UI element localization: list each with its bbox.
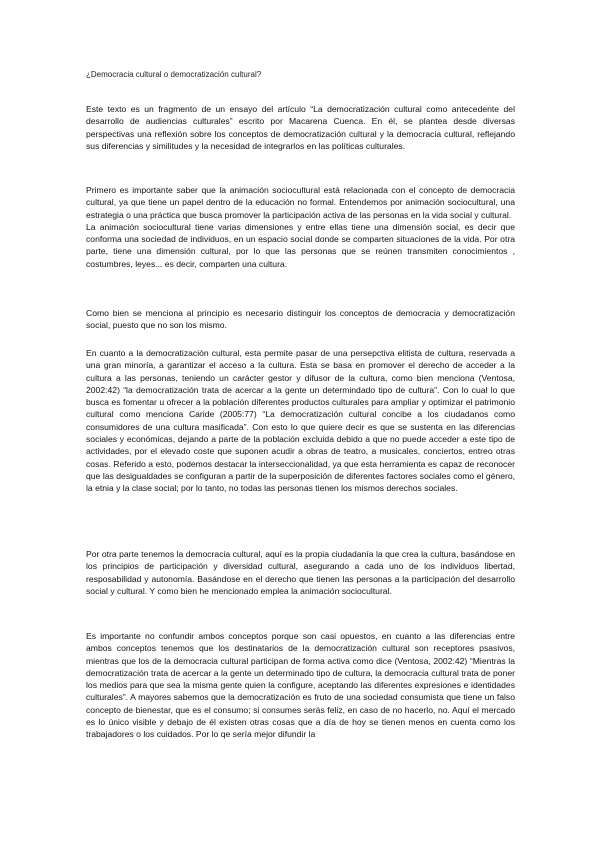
paragraph-3	[86, 307, 515, 332]
paragraph-text: En cuanto a la democratización cultural, esta permite pasar de una persepctiva elitista de cultura, reservada a una gran minoría, a garantizar el acceso a la cultura. Esta se basa en promover el derecho de acceder a la cultura a las personas, teniendo un carácter gestor y difusor de la cultura, como bien menciona (Ventosa, 2002:42) “la democratización trata de acercar a la gente un determindado tipo de cultura”. Con lo cual lo que busca es fomentar u ofrecer a la población diferentes productos culturales para ampliar y optimizar el patrimonio cultural como menciona Caride (2005:77) “La democratización cultural concibe a los ciudadanos como consumidores de una cultura masificada”. Con esto lo que quiere decir es que se sustenta en las diferencias sociales y económicas, dejando a parte de la población excluida debido a que no puede acceder a este tipo de actividades, por el elevado coste que suponen acudir a obras de teatro, a musicales, conciertos, entreo otras cosas. Referido a esto, podemos destacar la interseccionalidad, ya que esta herramienta es capaz de reconocer que las desigualdades se configuran a partir de la superposición de diferentes factores sociales como el género, la etnia y la clase social; por lo tanto, no todas las personas tienen los mismos derechos sociales.	[86, 348, 515, 494]
document-title: ¿Democracia cultural o democratización cultural?	[86, 70, 262, 79]
paragraph-text: Este texto es un fragmento de un ensayo del artículo “La democratización cultural como antecedente del desarrollo de audiencias culturales” escrito por Macarena Cuenca. En él, se plantea desde diversas perspectivas una reflexión sobre los conceptos de democratización cultural y la democracia cultural, reflejando sus diferencias y similitudes y la necesidad de integrarlos en las políticas culturales.	[86, 104, 515, 151]
paragraph-text: Es importante no confundir ambos conceptos porque son casi opuestos, en cuanto a las diferencias entre ambos conceptos tenemos que los destinatarios de la democratización cultural son receptores psasivos, mientras que los de la democracia cultural participan de forma activa como dice (Ventosa, 2002:42) “Mientras la democratización trata de acercar a la gente un determinado tipo de cultura, la democracia cultural trata de poner los medios para que sea la misma gente quien la configure, aceptando las diferentes expresiones e identidades culturales”. A mayores sabemos que la democratización es fruto de una sociedad consumista que tiene un falso concepto de bienestar, que es el consumo; si consumes serás feliz, en caso de no hacerlo, no. Aquí el mercado es lo único visible y debajo de él existen otras cosas que a día de hoy se tienen menos en cuenta como los trabajadores o los cuidados. Por lo qe sería mejor difundir la	[86, 631, 515, 740]
paragraph-5	[86, 548, 515, 597]
paragraph-6	[86, 630, 515, 741]
paragraph-text: Por otra parte tenemos la democracia cultural, aquí es la propia ciudadanía la que crea la cultura, basándose en los principios de participación y diversidad cultural, asegurando a cada uno de los individuos libertad, resposabilidad y autonomía. Basándose en el derecho que tienen las personas a la participación del desarrollo social y cultural. Y como bien he mencionado emplea la animación sociocultural.	[86, 549, 515, 596]
paragraph-2	[86, 184, 515, 270]
paragraph-4	[86, 347, 515, 495]
paragraph-1	[86, 103, 515, 152]
paragraph-text: Primero es importante saber que la animación sociocultural está relacionada con el concepto de democracia cultural, ya que tiene un papel dentro de la educación no formal. Entendemos por animación sociocultural, una estrategia o una práctica que busca promover la participación activa de las personas en la vida social y cultural. La animación sociocultural tiene varias dimensiones y entre ellas tiene una dimensión social, es decir que conforma una sociedad de individuos, en un espacio social donde se comparten situaciones de la vida. Por otra parte, tiene una dimensión cultural, por lo que las personas que se reúnen transmiten conocimientos , costumbres, leyes... es decir, comparten una cultura.	[86, 185, 515, 269]
paragraph-text: Como bien se menciona al principio es necesario distinguir los conceptos de democracia y democratización social, puesto que no son los mismo.	[86, 308, 515, 331]
